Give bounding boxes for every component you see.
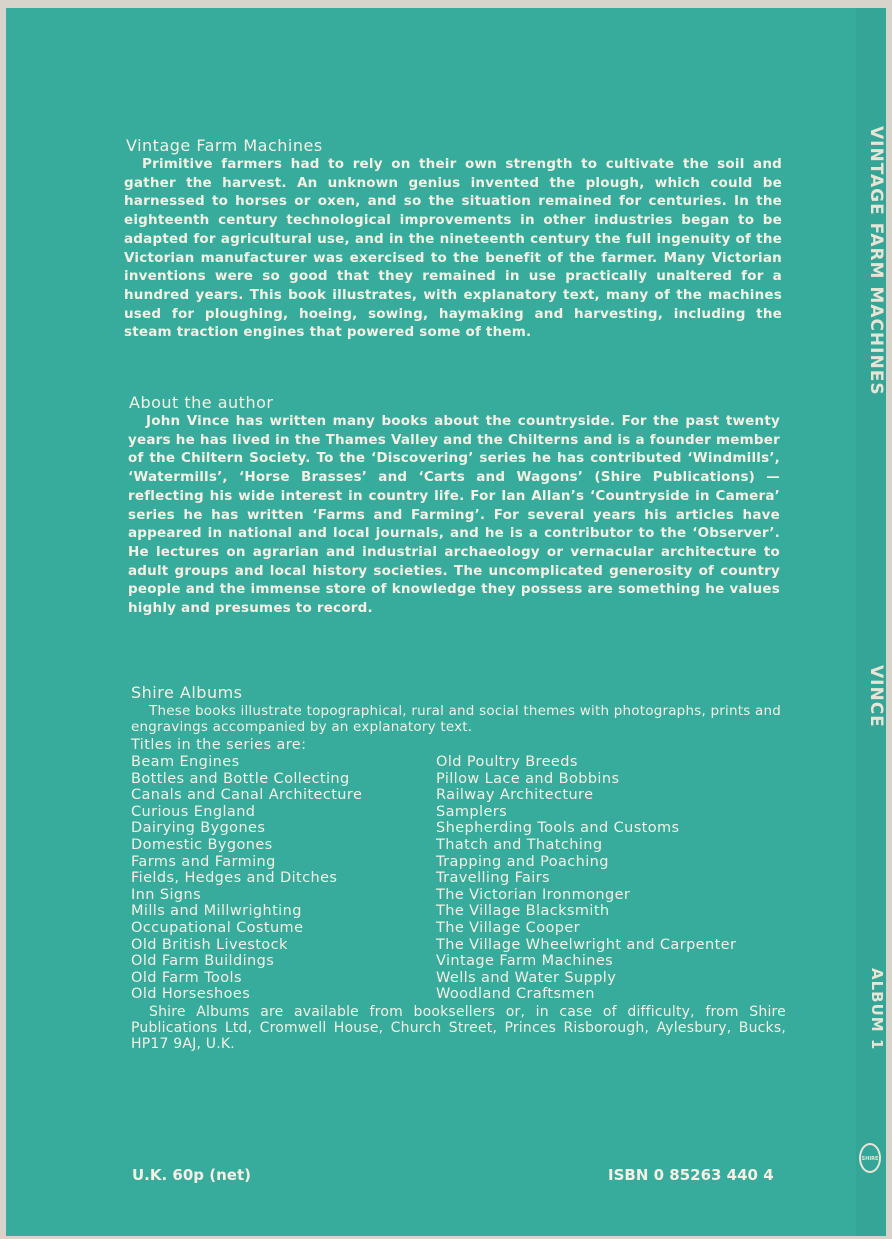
list-item: Old Horseshoes [131,986,251,1003]
section-heading-machines: Vintage Farm Machines [126,136,323,155]
titles-label: Titles in the series are: [131,737,307,753]
list-item: Samplers [436,803,508,820]
section-heading-author: About the author [129,393,274,412]
isbn: ISBN 0 85263 440 4 [608,1166,774,1184]
list-item: Beam Engines [131,754,240,770]
back-cover [6,8,886,1236]
availability-note: Shire Albums are available from booksellers or, in case of difficulty, from Shire Publications Ltd, Cromwell House, Church Street, Princes Risborough, Aylesbury, Bucks, HP17 9AJ, U.K. [131,1004,786,1052]
publisher-logo-icon [859,1143,881,1173]
list-item: The Village Cooper [436,919,581,936]
list-item: Wells and Water Supply [436,969,617,986]
logo-text: SHIRE [861,1156,879,1162]
list-item: Old Farm Tools [131,969,242,986]
machines-description: Primitive farmers had to rely on their own strength to cultivate the soil and gather the harvest. An unknown genius invented the plough, which could be harnessed to horses or oxen, and so the situation remained for centuries. In the eighteenth century technological improvements in other industries began to be adapted for agricultural use, and in the nineteenth century the full ingenuity of the Victorian manufacturer was exercised to the benefit of the farmer. Many Victorian inventions were so good that they remained in use practically unaltered for a hundred years. This book illustrates, with explanatory text, many of the machines used for ploughing, hoeing, sowing, haymaking and harvesting, including the steam traction engines that powered some of them. [124,156,782,341]
list-item: Mills and Millwrighting [131,903,302,920]
list-item: Bottles and Bottle Collecting [131,770,350,787]
list-item: Old Poultry Breeds [436,754,578,770]
section-heading-albums: Shire Albums [131,683,243,702]
titles-list-right [436,754,796,1003]
list-item: Canals and Canal Architecture [131,787,363,804]
list-item: Railway Architecture [436,787,594,804]
list-item: Fields, Hedges and Ditches [131,870,338,887]
list-item: Domestic Bygones [131,836,273,853]
list-item: Pillow Lace and Bobbins [436,770,620,787]
list-item: Farms and Farming [131,853,276,870]
list-item: Dairying Bygones [131,820,266,837]
list-item: Trapping and Poaching [436,853,609,870]
spine-album-number: ALBUM 1 [868,968,886,1051]
albums-intro: These books illustrate topographical, rural and social themes with photographs, prints and engravings accompanied by an explanatory text. [131,703,781,735]
list-item: Inn Signs [131,886,202,903]
spine-author: VINCE [866,665,886,728]
list-item: The Victorian Ironmonger [436,886,631,903]
price: U.K. 60p (net) [132,1166,251,1184]
list-item: The Village Wheelwright and Carpenter [436,936,737,953]
list-item: Thatch and Thatching [436,836,603,853]
author-bio: John Vince has written many books about the countryside. For the past twenty years he has lived in the Thames Valley and the Chilterns and is a founder member of the Chiltern Society. To the ‘Discovering’ series he has contributed ‘Windmills’, ‘Watermills’, ‘Horse Brasses’ and ‘Carts and Wagons’ (Shire Publications) — reflecting his wide interest in country life. For Ian Allan’s ‘Countryside in Camera’ series he has written ‘Farms and Farming’. For several years his articles have appeared in national and local journals, and he is a contributor to the ‘Observer’. He lectures on agrarian and industrial archaeology or vernacular architecture to adult groups and local history societies. The uncomplicated generosity of country people and the immense store of knowledge they possess are something he values highly and presumes to record. [128,413,780,617]
list-item: The Village Blacksmith [436,903,610,920]
list-item: Curious England [131,803,256,820]
list-item: Travelling Fairs [436,870,551,887]
list-item: Old Farm Buildings [131,953,275,970]
list-item: Vintage Farm Machines [436,953,614,970]
list-item: Old British Livestock [131,936,288,953]
list-item: Woodland Craftsmen [436,986,595,1003]
list-item: Occupational Costume [131,919,304,936]
titles-list-left [131,754,421,1003]
spine-title: VINTAGE FARM MACHINES [866,126,886,396]
list-item: Shepherding Tools and Customs [436,820,680,837]
